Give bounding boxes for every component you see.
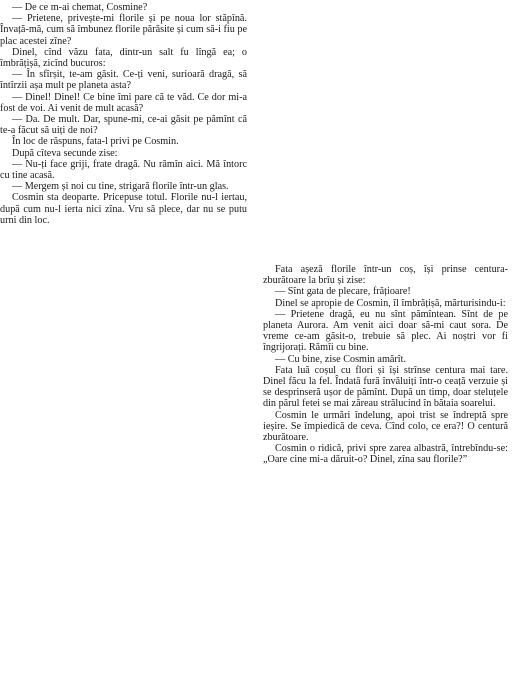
paragraph: — Dinel! Dinel! Ce bine îmi pare că te văd. Ce dor mi-a fost de voi. Ai venit de mult acasă? — [0, 91, 247, 114]
paragraph: Cosmin le urmări îndelung, apoi trist se îndreptă spre ieșire. Se împiedică de ceva. Cînd colo, ce era?! O centură zburătoare. — [263, 409, 508, 444]
paragraph: — Da. De mult. Dar, spune-mi, ce-ai găsit pe pămînt că te-a făcut să uiți de noi? — [0, 114, 247, 137]
paragraph: După cîteva secunde zise: — [12, 147, 118, 159]
paragraph: Dinel, cînd văzu fata, dintr-un salt fu lîngă ea; o îmbrățișă, zicînd bucuros: — [0, 46, 247, 70]
left-text-column — [0, 2, 247, 226]
paragraph: Cosmin o ridică, privi spre zarea albastră, întrebîndu-se: „Oare cine mi-a dăruit-o? Dinel, zîna sau florile?” — [263, 443, 508, 466]
paragraph: — Prietene, privește-mi florile și pe noua lor stăpînă. Învață-mă, cum să îmbunez florile părăsite și cum să-i fiu pe plac acestei zîne? — [0, 13, 247, 47]
paragraph: Fata luă coșul cu flori și își strînse centura mai tare. Dinel făcu la fel. Îndată fură învăluiți într-o ceață verzuie și se desprinseră ușor de pămînt. După un timp, doar steluțele din părul fetei se mai zăreau strălucind în bătaia soarelui. — [263, 364, 508, 410]
paragraph: Fata așeză florile într-un coș, își prinse centura-zburătoare la brîu și zise: — [263, 264, 508, 287]
paragraph: — De ce m-ai chemat, Cosmine? — [12, 2, 148, 13]
paragraph: — Prietene dragă, eu nu sînt pămîntean. Sînt de pe planeta Aurora. Am venit aici doar să-mi caut sora. De vreme ce-am găsit-o, trebuie să plec. Ai noștri vor fi îngrijorați. Rămîi cu bine. — [263, 308, 508, 354]
paragraph: Dinel se apropie de Cosmin, îl îmbrățișă, mărturisindu-i: — [275, 297, 506, 309]
paragraph: Cosmin sta deoparte. Pricepuse totul. Florile nu-l iertau, după cum nu-l ierta nici zîna. Vru să plece, dar nu se putu urni din loc. — [0, 192, 247, 226]
paragraph: — Cu bine, zise Cosmin amărît. — [275, 353, 407, 365]
paragraph: — Sînt gata de plecare, frățioare! — [275, 286, 411, 298]
paragraph: — Nu-ți face griji, frate dragă. Nu rămîn aici. Mă întorc cu tine acasă. — [0, 158, 247, 182]
right-text-column — [263, 264, 508, 466]
paragraph: — Mergem și noi cu tine, strigară florile într-un glas. — [12, 181, 229, 193]
paragraph: — În sfîrșit, te-am găsit. Ce-ți veni, surioară dragă, să întîrzii așa mult pe planeta asta? — [0, 69, 247, 92]
paragraph: În loc de răspuns, fata-l privi pe Cosmin. — [12, 136, 179, 148]
